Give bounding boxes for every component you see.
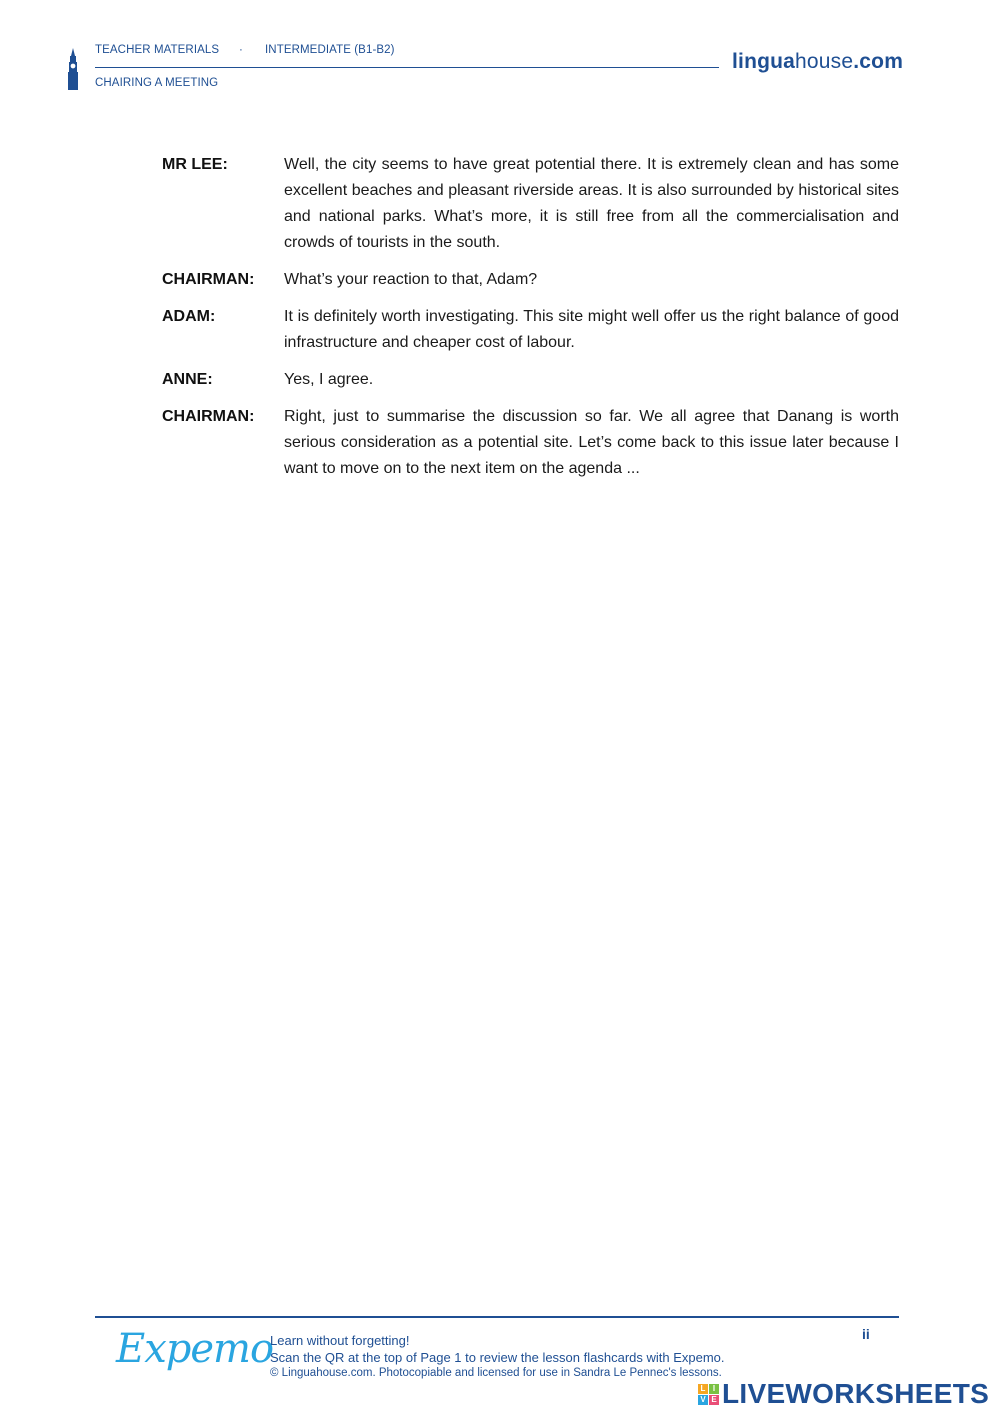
speech-text: Yes, I agree. <box>284 371 374 388</box>
footer-divider <box>95 1316 899 1318</box>
liveworksheets-icon <box>698 1384 719 1405</box>
header-divider <box>95 67 719 68</box>
brand-part-tld: .com <box>853 50 904 73</box>
speaker-label: CHAIRMAN: <box>162 408 255 425</box>
speech-text: What’s your reaction to that, Adam? <box>284 271 538 288</box>
speaker-label: ADAM: <box>162 308 216 325</box>
dialogue-turn <box>162 404 899 482</box>
footer-instructions: Scan the QR at the top of Page 1 to review the lesson flashcards with Expemo. <box>270 1350 725 1365</box>
speech-text: Well, the city seems to have great potential there. It is extremely clean and has some excellent beaches and pleasant riverside areas. It is also surrounded by historical sites and national parks. What’s more, it is still free from all the commercialisation and crowds of tourists in the south. <box>284 156 899 251</box>
header-separator: · <box>239 44 243 56</box>
live-letter-e: E <box>709 1395 719 1405</box>
speaker-label: CHAIRMAN: <box>162 271 255 288</box>
brand-part-bold: lingua <box>732 50 796 73</box>
page-number: ii <box>862 1326 870 1342</box>
speaker-label: ANNE: <box>162 371 213 388</box>
liveworksheets-watermark[interactable] <box>698 1378 989 1410</box>
lesson-title: CHAIRING A MEETING <box>95 77 219 89</box>
expemo-logo[interactable]: Expemo <box>116 1326 274 1372</box>
big-ben-icon <box>66 48 80 90</box>
brand-part-light: house <box>795 50 854 73</box>
dialogue-turn <box>162 367 899 393</box>
header-category: TEACHER MATERIALS <box>95 44 220 56</box>
speaker-label: MR LEE: <box>162 156 228 173</box>
speech-text: Right, just to summarise the discussion so far. We all agree that Danang is worth serious consideration as a potential site. Let’s come back to this issue later because I want to move on to the next item on the agenda ... <box>284 408 899 477</box>
footer-tagline: Learn without forgetting! <box>270 1333 410 1348</box>
brand-logo[interactable] <box>732 50 903 74</box>
footer-copyright: © Linguahouse.com. Photocopiable and licensed for use in Sandra Le Pennec's lessons. <box>270 1367 722 1379</box>
speech-text: It is definitely worth investigating. This site might well offer us the right balance of good infrastructure and cheaper cost of labour. <box>284 308 899 351</box>
dialogue-turn <box>162 267 899 293</box>
live-letter-i: I <box>709 1384 719 1394</box>
live-letter-l: L <box>698 1384 708 1394</box>
header-level: INTERMEDIATE (B1-B2) <box>265 44 395 56</box>
live-letter-v: V <box>698 1395 708 1405</box>
liveworksheets-text: LIVEWORKSHEETS <box>722 1378 990 1409</box>
dialogue-turn <box>162 304 899 356</box>
dialogue-turn <box>162 152 899 256</box>
dialogue-transcript <box>162 152 899 493</box>
